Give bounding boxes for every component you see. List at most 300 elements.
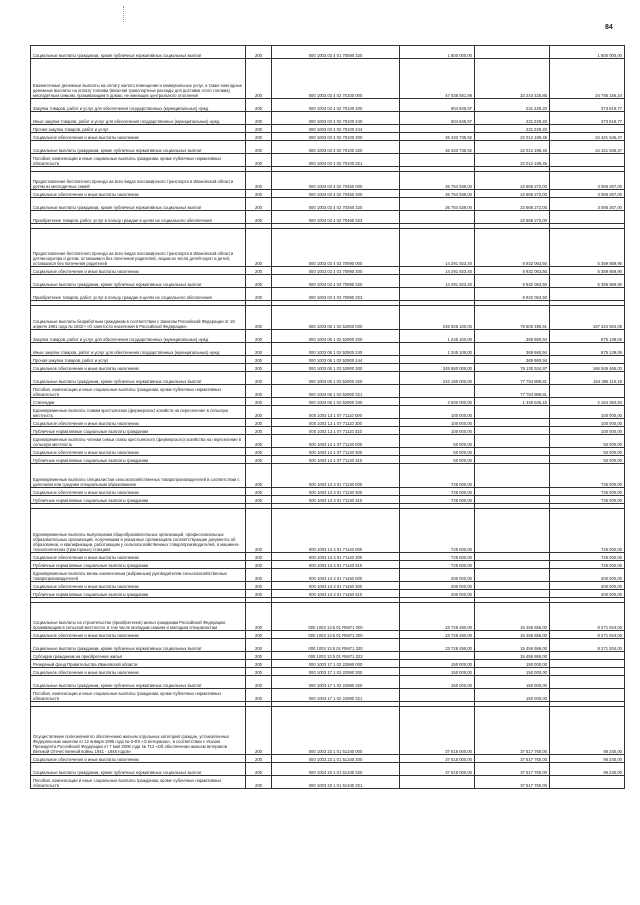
row-executed: 23 668 272,00 [475, 172, 550, 190]
row-unexecuted: 725 000,00 [550, 464, 625, 488]
table-row [31, 267, 625, 275]
row-executed: 8 932 063,50 [475, 267, 550, 275]
table-row [31, 198, 625, 211]
row-kbk: 000 1003 06 1 02 52900 300 [272, 364, 400, 372]
row-approved: 150 000,00 [400, 668, 475, 676]
row-name: Социальные выплаты гражданам, кроме публичных нормативных социальных выплат [31, 676, 246, 689]
row-executed: 231 226,20 [475, 112, 550, 125]
row-approved: 604 845,97 [400, 99, 475, 112]
row-code: 200 [246, 561, 272, 569]
row-kbk: 000 1003 03 4 02 70100 300 [272, 133, 400, 141]
row-unexecuted: 50 000,00 [550, 448, 625, 456]
table-row [31, 364, 625, 372]
table-row [31, 448, 625, 456]
row-kbk: 000 1003 13 1 07 71120 000 [272, 435, 400, 448]
row-executed: 1 335 645,16 [475, 398, 550, 406]
row-name: Публичные нормативные социальные выплаты гражданам [31, 427, 246, 435]
row-name: Социальное обеспечение и иные выплаты населению [31, 267, 246, 275]
row-code: 200 [246, 59, 272, 99]
table-row [31, 343, 625, 356]
row-unexecuted: 200 000,00 [550, 582, 625, 590]
row-code: 200 [246, 133, 272, 141]
row-name: Предоставление бесплатного проезда на всех видах пассажирского транспорта в Ивановской области детям-сиротам и детям, оставшимся без попечения родителей, лицам из числа детей-сирот и детей, оставшихся без попечения родителей [31, 229, 246, 267]
row-name: Социальные выплаты гражданам, кроме публичных нормативных социальных выплат [31, 46, 246, 59]
row-approved: 26 754 539,00 [400, 190, 475, 198]
row-kbk: 000 1003 13 4 01 71150 300 [272, 582, 400, 590]
row-kbk: 000 1003 03 4 02 70460 000 [272, 172, 400, 190]
row-unexecuted: 2 164 354,84 [550, 398, 625, 406]
row-executed: 37 517 760,00 [475, 755, 550, 763]
row-executed: 15 456 656,00 [475, 652, 550, 660]
row-unexecuted [550, 211, 625, 224]
row-kbk: 000 1003 13 5 01 R5671 000 [272, 603, 400, 631]
row-executed [475, 561, 550, 569]
row-unexecuted: 98 240,00 [550, 755, 625, 763]
row-executed [475, 419, 550, 427]
row-kbk: 000 1003 03 4 03 70990 000 [272, 229, 400, 267]
row-unexecuted [550, 125, 625, 133]
table-row [31, 776, 625, 789]
table-row [31, 652, 625, 660]
row-kbk: 000 1003 03 4 03 70990 323 [272, 288, 400, 301]
row-kbk: 000 1003 03 4 02 70460 323 [272, 211, 400, 224]
row-name: Единовременные выплаты вновь назначенным (избранным) руководителям сельскохозяйственных товаропроизводителей [31, 569, 246, 582]
row-approved: 245 680 000,00 [400, 364, 475, 372]
row-code: 200 [246, 99, 272, 112]
row-kbk: 000 1003 13 4 01 71130 300 [272, 488, 400, 496]
row-executed: 37 517 760,00 [475, 763, 550, 776]
row-executed: 15 456 656,00 [475, 631, 550, 639]
row-approved: 26 754 539,00 [400, 172, 475, 190]
row-approved [400, 154, 475, 167]
row-unexecuted: 24 795 156,24 [550, 59, 625, 99]
row-executed [475, 427, 550, 435]
row-executed [475, 590, 550, 598]
table-row [31, 172, 625, 190]
row-executed: 369 960,94 [475, 330, 550, 343]
row-approved: 14 291 923,40 [400, 267, 475, 275]
row-unexecuted: 5 359 859,90 [550, 229, 625, 267]
row-name: Публичные нормативные социальные выплаты гражданам [31, 496, 246, 504]
row-executed: 22 012 199,45 [475, 141, 550, 154]
table-row [31, 509, 625, 553]
row-executed: 150 000,00 [475, 660, 550, 668]
row-executed: 37 517 760,00 [475, 707, 550, 755]
row-executed [475, 509, 550, 553]
row-unexecuted [550, 356, 625, 364]
row-code: 200 [246, 652, 272, 660]
row-code: 200 [246, 330, 272, 343]
row-executed: 231 226,20 [475, 125, 550, 133]
row-unexecuted: 50 000,00 [550, 456, 625, 464]
row-name: Пособия, компенсации и иные социальные выплаты гражданам, кроме публичных нормативных обязательств [31, 689, 246, 702]
table-row [31, 427, 625, 435]
row-unexecuted: 50 000,00 [550, 435, 625, 448]
row-executed: 369 960,94 [475, 356, 550, 364]
row-unexecuted: 3 086 267,00 [550, 172, 625, 190]
row-code: 200 [246, 496, 272, 504]
row-code: 200 [246, 267, 272, 275]
row-code: 200 [246, 372, 272, 385]
row-kbk: 000 1003 13 4 01 71150 310 [272, 590, 400, 598]
row-unexecuted: 875 139,06 [550, 343, 625, 356]
row-code: 200 [246, 590, 272, 598]
row-unexecuted: 164 385 110,19 [550, 372, 625, 385]
row-name: Единовременные выплаты членам семьи главы крестьянского (фермерского) хозяйства на переселение в сельскую местность [31, 435, 246, 448]
row-code: 200 [246, 676, 272, 689]
row-approved: 46 433 735,92 [400, 133, 475, 141]
row-executed: 8 932 063,50 [475, 229, 550, 267]
row-name: Социальные выплаты гражданам, кроме публичных нормативных социальных выплат [31, 141, 246, 154]
row-executed: 8 932 063,50 [475, 275, 550, 288]
table-row [31, 112, 625, 125]
row-kbk: 000 1003 13 4 01 71150 000 [272, 569, 400, 582]
row-approved [400, 288, 475, 301]
row-kbk: 000 1003 13 5 01 R5671 322 [272, 652, 400, 660]
row-approved: 1 245 100,00 [400, 343, 475, 356]
row-kbk: 000 1003 06 1 02 52900 320 [272, 372, 400, 385]
row-code: 200 [246, 356, 272, 364]
scan-artifact [123, 6, 125, 22]
row-unexecuted [550, 689, 625, 702]
row-name: Социальные выплаты безработным гражданам в соответствии с Законом Российской Федерации от 19 апреля 1991 года № 1032-I «О занятости населения в Российской Федерации» [31, 306, 246, 330]
row-unexecuted: 166 549 465,03 [550, 364, 625, 372]
row-code: 200 [246, 631, 272, 639]
row-kbk: 000 1003 06 1 02 52900 321 [272, 385, 400, 398]
table-row [31, 561, 625, 569]
row-executed: 15 456 656,00 [475, 639, 550, 652]
row-executed [475, 456, 550, 464]
row-approved: 37 616 000,00 [400, 707, 475, 755]
table-row [31, 456, 625, 464]
row-executed: 150 000,00 [475, 689, 550, 702]
row-unexecuted [550, 660, 625, 668]
row-approved: 200 000,00 [400, 569, 475, 582]
row-code: 200 [246, 141, 272, 154]
row-unexecuted: 8 271 834,00 [550, 639, 625, 652]
row-unexecuted: 875 139,06 [550, 330, 625, 343]
row-kbk: 000 1003 17 1 02 22980 300 [272, 668, 400, 676]
row-name: Социальное обеспечение и иные выплаты населению [31, 488, 246, 496]
row-kbk: 000 1003 06 1 02 52900 000 [272, 306, 400, 330]
row-code: 200 [246, 154, 272, 167]
row-code: 200 [246, 435, 272, 448]
row-name: Ежемесячные денежные выплаты на оплату жилого помещения и коммунальных услуг, а также ежегодные денежные выплаты на оплату топлива (включая транспортные расходы для доставки этого топлива) многодетным семьям, проживающим в домах, не имеющих центрального отопления [31, 59, 246, 99]
row-executed: 23 668 272,00 [475, 198, 550, 211]
row-name: Социальные выплаты на строительство (приобретение) жилья гражданам Российской Федерации, проживающим в сельской местности, в том числе молодым семьям и молодым специалистам [31, 603, 246, 631]
row-approved: 50 000,00 [400, 448, 475, 456]
row-unexecuted: 3 086 267,00 [550, 198, 625, 211]
row-approved: 37 616 000,00 [400, 755, 475, 763]
row-kbk: 000 1003 03 4 02 70460 320 [272, 198, 400, 211]
row-name: Стипендии [31, 398, 246, 406]
row-executed: 369 960,94 [475, 343, 550, 356]
row-code: 200 [246, 406, 272, 419]
row-unexecuted: 98 240,00 [550, 707, 625, 755]
table-row [31, 330, 625, 343]
row-unexecuted: 98 240,00 [550, 763, 625, 776]
row-approved: 246 925 100,00 [400, 306, 475, 330]
row-executed: 79 500 495,91 [475, 306, 550, 330]
row-approved: 1 245 100,00 [400, 330, 475, 343]
row-approved: 14 291 923,40 [400, 229, 475, 267]
row-approved: 725 000,00 [400, 488, 475, 496]
row-approved: 26 754 539,00 [400, 198, 475, 211]
row-executed [475, 488, 550, 496]
row-approved: 150 000,00 [400, 660, 475, 668]
row-approved [400, 776, 475, 789]
row-code: 200 [246, 464, 272, 488]
table-row [31, 141, 625, 154]
row-name: Пособия, компенсации и иные социальные выплаты гражданам, кроме публичных нормативных обязательств [31, 385, 246, 398]
row-name: Социальное обеспечение и иные выплаты населению [31, 364, 246, 372]
row-unexecuted: 725 000,00 [550, 553, 625, 561]
row-unexecuted: 100 000,00 [550, 427, 625, 435]
table-row [31, 590, 625, 598]
row-unexecuted: 725 000,00 [550, 496, 625, 504]
row-code: 200 [246, 172, 272, 190]
row-code: 200 [246, 419, 272, 427]
row-kbk: 000 1003 17 1 02 22980 321 [272, 689, 400, 702]
table-row [31, 569, 625, 582]
row-unexecuted: 100 000,00 [550, 406, 625, 419]
table-row [31, 372, 625, 385]
row-kbk: 000 1003 03 4 02 70100 000 [272, 59, 400, 99]
row-kbk: 000 1003 06 1 02 52900 200 [272, 330, 400, 343]
row-unexecuted [550, 385, 625, 398]
row-kbk: 000 1003 13 1 07 71110 310 [272, 427, 400, 435]
table-row [31, 496, 625, 504]
row-code: 200 [246, 755, 272, 763]
row-kbk: 000 1003 13 4 01 71130 000 [272, 464, 400, 488]
row-approved: 50 000,00 [400, 435, 475, 448]
row-name: Публичные нормативные социальные выплаты гражданам [31, 561, 246, 569]
row-kbk: 000 1003 13 1 07 71110 000 [272, 406, 400, 419]
row-approved: 3 500 000,00 [400, 398, 475, 406]
row-unexecuted: 8 271 834,00 [550, 631, 625, 639]
table-row [31, 603, 625, 631]
row-code: 200 [246, 125, 272, 133]
row-kbk: 000 1003 06 1 02 52900 240 [272, 343, 400, 356]
row-approved: 46 433 735,92 [400, 141, 475, 154]
table-row [31, 553, 625, 561]
row-unexecuted: 725 000,00 [550, 488, 625, 496]
row-executed: 150 000,00 [475, 668, 550, 676]
table-row [31, 133, 625, 141]
row-code: 200 [246, 660, 272, 668]
row-executed: 8 932 063,50 [475, 288, 550, 301]
row-executed: 79 130 534,97 [475, 364, 550, 372]
row-code: 200 [246, 211, 272, 224]
row-unexecuted [550, 668, 625, 676]
row-unexecuted [550, 676, 625, 689]
table-body [31, 46, 625, 789]
row-name: Социальные выплаты гражданам, кроме публичных нормативных социальных выплат [31, 372, 246, 385]
row-name: Единовременные выплаты специалистам сельскохозяйственных товаропроизводителей в соответствии с дипломом или средним специальным образованием [31, 464, 246, 488]
table-row [31, 639, 625, 652]
row-approved: 23 728 490,00 [400, 603, 475, 631]
row-kbk: 000 1003 13 4 01 71140 300 [272, 553, 400, 561]
row-kbk: 000 1003 13 4 01 71140 310 [272, 561, 400, 569]
row-executed [475, 46, 550, 59]
row-name: Субсидии гражданам на приобретение жилья [31, 652, 246, 660]
row-name: Иные закупки товаров, работ и услуг для обеспечения государственных (муниципальных) нужд [31, 112, 246, 125]
table-row [31, 46, 625, 59]
row-approved: 200 000,00 [400, 590, 475, 598]
row-code: 200 [246, 456, 272, 464]
row-unexecuted [550, 288, 625, 301]
row-kbk: 000 1003 23 1 01 51340 321 [272, 776, 400, 789]
row-approved: 725 000,00 [400, 509, 475, 553]
row-kbk: 000 1003 13 1 07 71110 300 [272, 419, 400, 427]
row-unexecuted [550, 776, 625, 789]
row-unexecuted: 725 000,00 [550, 561, 625, 569]
table-row [31, 306, 625, 330]
row-code: 200 [246, 639, 272, 652]
row-executed: 77 794 889,81 [475, 385, 550, 398]
row-name: Резервный фонд Правительства Ивановской области [31, 660, 246, 668]
row-code: 200 [246, 306, 272, 330]
row-executed: 37 517 760,00 [475, 776, 550, 789]
table-row [31, 154, 625, 167]
table-row [31, 755, 625, 763]
budget-execution-table [30, 45, 625, 789]
row-name: Прочая закупка товаров, работ и услуг [31, 356, 246, 364]
row-approved: 100 000,00 [400, 419, 475, 427]
row-name: Социальное обеспечение и иные выплаты населению [31, 133, 246, 141]
row-kbk: 000 1003 03 4 02 70100 240 [272, 112, 400, 125]
row-name: Единовременные выплаты выпускникам общеобразовательных организаций, профессиональных образовательных организаций, получившим в указанных организациях соответствующие документы об образовании, и квалификации, работающим у сельскохозяйственных товаропроизводителей, в машинно-технологических (тракторных) станциях [31, 509, 246, 553]
row-executed [475, 582, 550, 590]
row-name: Социальное обеспечение и иные выплаты населению [31, 553, 246, 561]
row-executed: 23 668 272,00 [475, 190, 550, 198]
row-kbk: 000 1003 13 1 07 71120 300 [272, 448, 400, 456]
row-approved: 47 038 581,89 [400, 59, 475, 99]
row-code: 200 [246, 488, 272, 496]
table-row [31, 464, 625, 488]
row-executed: 150 000,00 [475, 676, 550, 689]
row-kbk: 000 1003 13 4 01 71140 000 [272, 509, 400, 553]
row-approved: 242 180 000,00 [400, 372, 475, 385]
row-name: Социальное обеспечение и иные выплаты населению [31, 755, 246, 763]
table-row [31, 356, 625, 364]
row-unexecuted: 200 000,00 [550, 590, 625, 598]
row-name: Прочая закупка товаров, работ и услуг [31, 125, 246, 133]
row-code: 200 [246, 776, 272, 789]
row-code: 200 [246, 385, 272, 398]
table-row [31, 398, 625, 406]
row-name: Социальные выплаты гражданам, кроме публичных нормативных социальных выплат [31, 198, 246, 211]
row-approved: 1 800 000,00 [400, 46, 475, 59]
row-code: 200 [246, 364, 272, 372]
table-row [31, 125, 625, 133]
row-kbk: 000 1003 03 4 02 70460 300 [272, 190, 400, 198]
row-code: 200 [246, 112, 272, 125]
row-approved: 23 728 490,00 [400, 639, 475, 652]
row-approved: 725 000,00 [400, 496, 475, 504]
row-executed [475, 464, 550, 488]
table-row [31, 419, 625, 427]
row-approved: 725 000,00 [400, 464, 475, 488]
row-name: Социальные выплаты гражданам, кроме публичных нормативных социальных выплат [31, 763, 246, 776]
row-kbk: 000 1003 13 1 07 71120 310 [272, 456, 400, 464]
table-row [31, 99, 625, 112]
row-approved: 725 000,00 [400, 561, 475, 569]
row-approved: 50 000,00 [400, 456, 475, 464]
row-kbk: 000 1003 23 1 01 51340 320 [272, 763, 400, 776]
row-kbk: 000 1003 03 4 02 70100 200 [272, 99, 400, 112]
row-unexecuted: 373 619,77 [550, 99, 625, 112]
row-name: Социальное обеспечение и иные выплаты населению [31, 582, 246, 590]
table-row [31, 631, 625, 639]
table-row [31, 763, 625, 776]
table-row [31, 668, 625, 676]
row-executed [475, 553, 550, 561]
row-name: Социальное обеспечение и иные выплаты населению [31, 419, 246, 427]
row-approved [400, 211, 475, 224]
row-kbk: 000 1003 17 1 02 22980 000 [272, 660, 400, 668]
row-name: Публичные нормативные социальные выплаты гражданам [31, 590, 246, 598]
row-code: 200 [246, 689, 272, 702]
row-approved [400, 385, 475, 398]
row-code: 200 [246, 707, 272, 755]
row-executed: 15 456 656,00 [475, 603, 550, 631]
row-unexecuted: 8 271 834,00 [550, 603, 625, 631]
row-kbk: 000 1003 06 1 02 52900 340 [272, 398, 400, 406]
row-name: Пособия, компенсации и иные социальные выплаты гражданам, кроме публичных нормативных обязательств [31, 776, 246, 789]
row-name: Социальное обеспечение и иные выплаты населению [31, 631, 246, 639]
row-code: 200 [246, 448, 272, 456]
row-name: Закупка товаров, работ и услуг для обеспечения государственных (муниципальных) нужд [31, 99, 246, 112]
row-unexecuted: 5 359 859,90 [550, 267, 625, 275]
row-unexecuted: 167 424 604,09 [550, 306, 625, 330]
row-code: 200 [246, 603, 272, 631]
table-row [31, 707, 625, 755]
row-unexecuted: 373 619,77 [550, 112, 625, 125]
row-name: Социальное обеспечение и иные выплаты населению [31, 668, 246, 676]
table-row [31, 406, 625, 419]
row-code: 200 [246, 509, 272, 553]
row-kbk: 000 1003 23 1 01 51340 300 [272, 755, 400, 763]
row-executed: 231 226,20 [475, 99, 550, 112]
table-row [31, 59, 625, 99]
row-name: Иные закупки товаров, работ и услуг для обеспечения государственных (муниципальных) нужд [31, 343, 246, 356]
row-code: 200 [246, 398, 272, 406]
row-kbk: 000 1003 13 5 01 R5671 320 [272, 639, 400, 652]
table-row [31, 689, 625, 702]
row-name: Приобретение товаров, работ, услуг в пользу граждан в целях их социального обеспечения [31, 288, 246, 301]
row-executed [475, 448, 550, 456]
row-approved: 23 728 490,00 [400, 631, 475, 639]
row-name: Приобретение товаров, работ, услуг в пользу граждан в целях их социального обеспечения [31, 211, 246, 224]
row-unexecuted: 24 421 546,47 [550, 141, 625, 154]
row-kbk: 000 1003 03 4 02 70100 321 [272, 154, 400, 167]
table-row [31, 582, 625, 590]
row-unexecuted: 200 000,00 [550, 569, 625, 582]
row-name: Пособия, компенсации и иные социальные выплаты гражданам, кроме публичных нормативных обязательств [31, 154, 246, 167]
row-executed [475, 496, 550, 504]
row-name: Предоставление бесплатного проезда на всех видах пассажирского транспорта в Ивановской области детям из многодетных семей [31, 172, 246, 190]
row-approved: 200 000,00 [400, 582, 475, 590]
page-number: 84 [605, 24, 613, 31]
row-approved: 100 000,00 [400, 427, 475, 435]
table-row [31, 211, 625, 224]
row-approved [400, 356, 475, 364]
row-executed: 23 668 272,00 [475, 211, 550, 224]
table-row [31, 676, 625, 689]
table-row [31, 435, 625, 448]
row-executed [475, 406, 550, 419]
